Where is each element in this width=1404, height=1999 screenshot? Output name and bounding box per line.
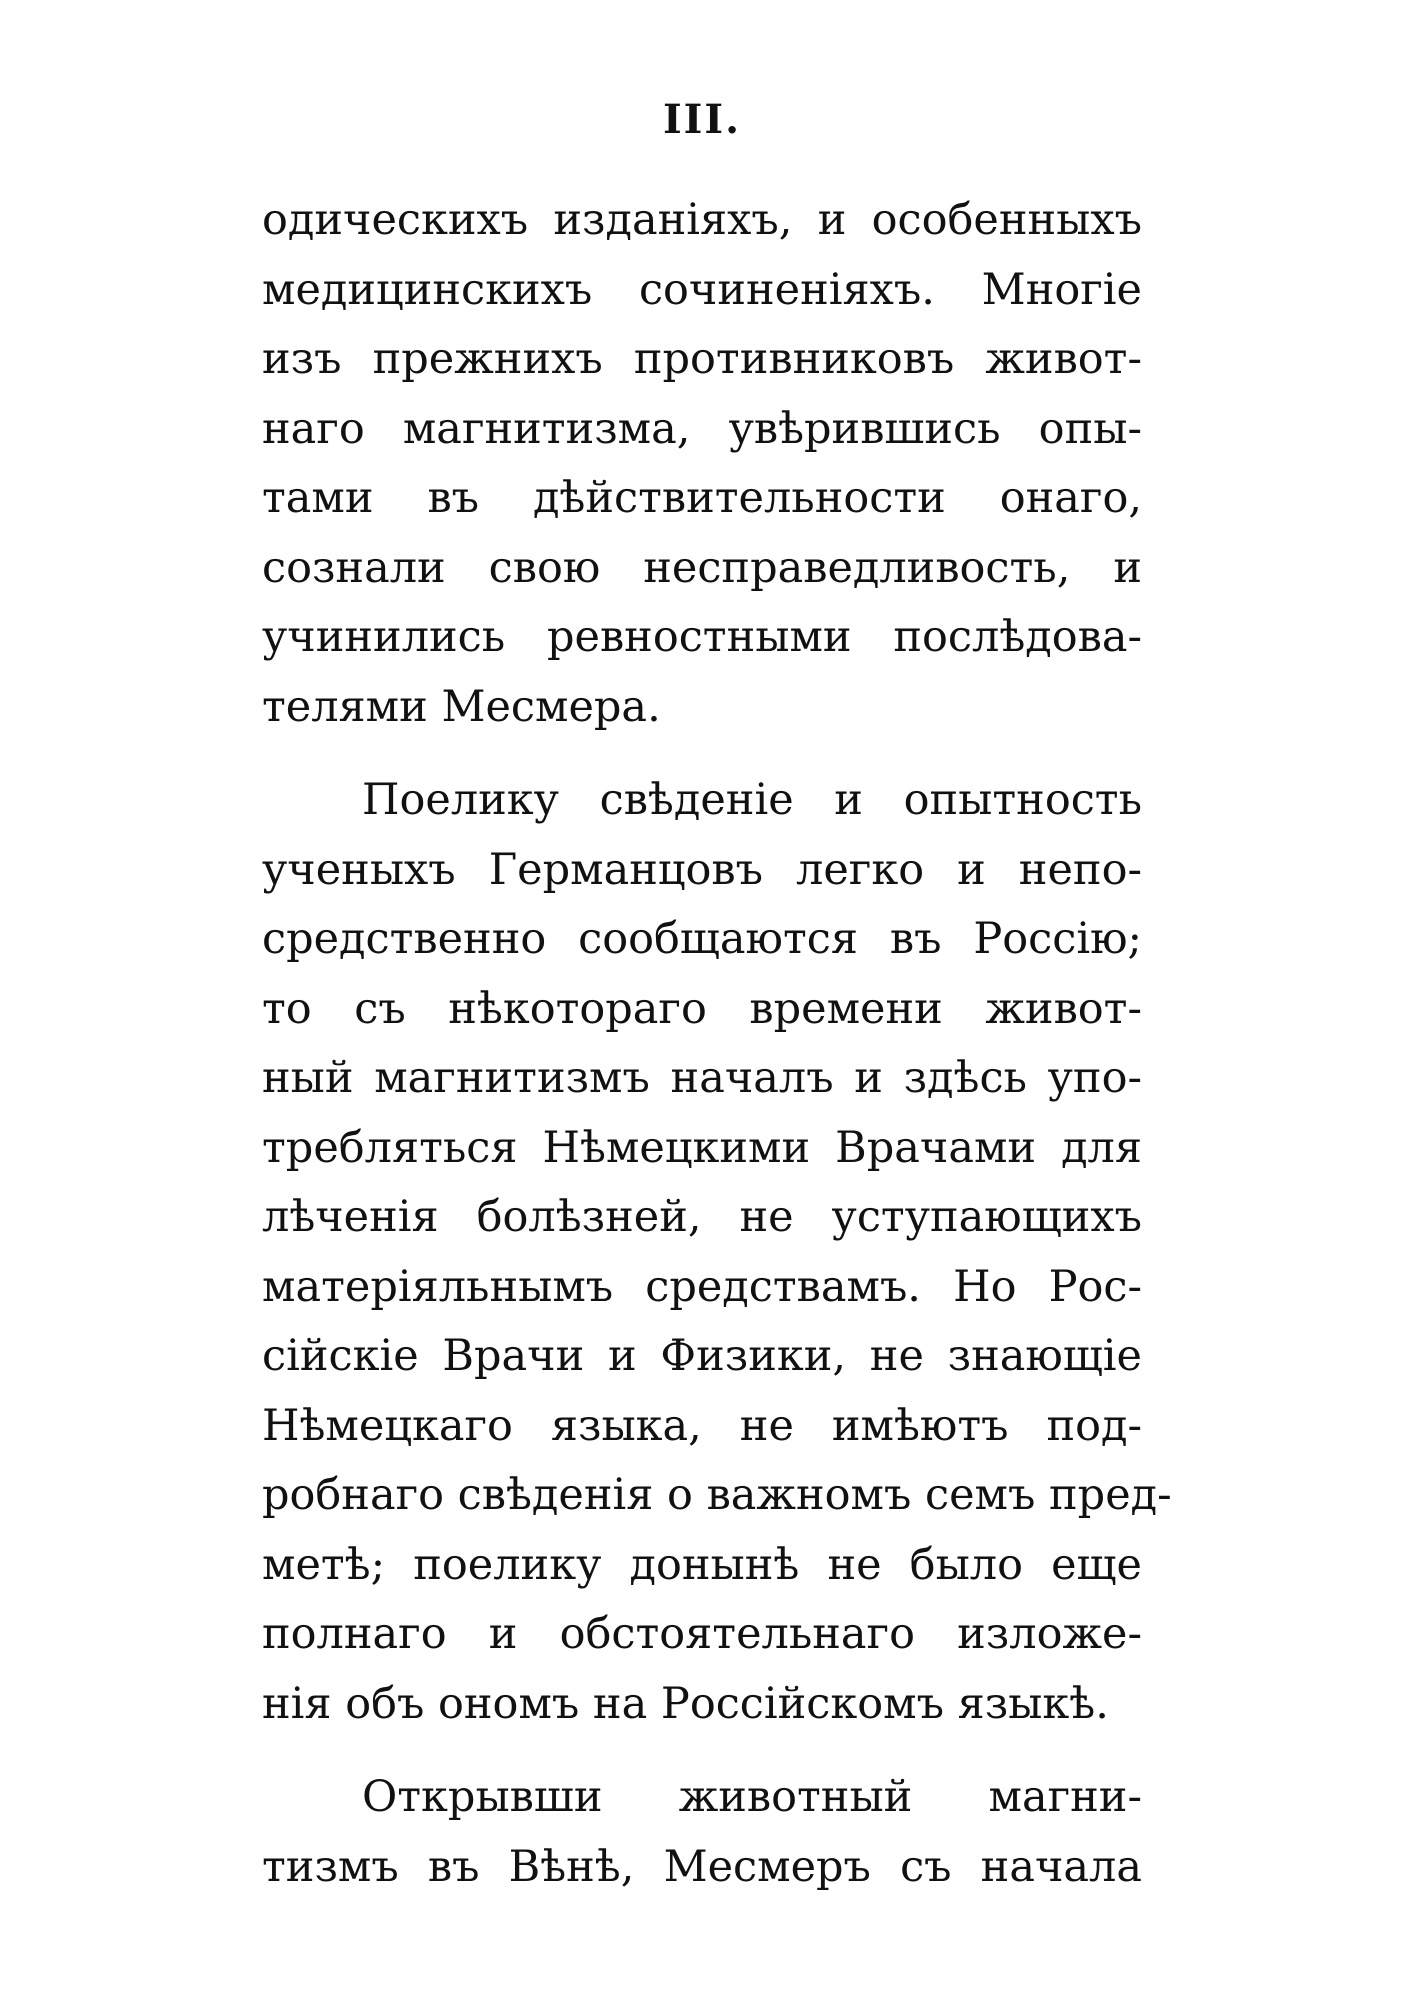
text-line: Открывши животный магни- [362, 1772, 1142, 1822]
text-line: робнаго свѣденія о важномъ семъ пред- [262, 1470, 1172, 1520]
paragraph-gap [262, 742, 1142, 766]
text-line: Поелику свѣденіе и опытность [362, 775, 1142, 825]
text-line: одическихъ изданіяхъ, и особенныхъ [262, 195, 1142, 245]
text-line: ученыхъ Германцовъ легко и непо- [262, 844, 1142, 895]
paragraph-2 [262, 766, 1172, 1739]
text-line: метѣ; поелику донынѣ не было еще [262, 1539, 1142, 1590]
text-line: изъ прежнихъ противниковъ живот- [262, 334, 1142, 384]
text-line: сознали свою несправедливость, и [262, 542, 1142, 593]
text-line: лѣченія болѣзней, не уступающихъ [262, 1192, 1142, 1242]
paragraph-3 [262, 1763, 1142, 1902]
body-text [262, 186, 1172, 1902]
text-line: сійскіе Врачи и Физики, не знающіе [262, 1331, 1142, 1381]
text-line: тизмъ въ Вѣнѣ, Месмеръ съ начала [262, 1841, 1142, 1892]
text-line: наго магнитизма, увѣрившись опы- [262, 403, 1142, 454]
paragraph-1 [262, 186, 1142, 742]
text-line: телями Месмера. [262, 681, 661, 732]
text-line: учинились ревностными послѣдова- [262, 612, 1142, 662]
text-line: то съ нѣкотораго времени живот- [262, 983, 1142, 1034]
text-line: медицинскихъ сочиненіяхъ. Многіе [262, 264, 1142, 315]
text-line: матеріяльнымъ средствамъ. Но Рос- [262, 1261, 1142, 1312]
text-line: ный магнитизмъ началъ и здѣсь упо- [262, 1053, 1142, 1103]
text-line: средственно сообщаются въ Россію; [262, 914, 1142, 964]
page-number: III. [662, 96, 742, 143]
text-line: Нѣмецкаго языка, не имѣютъ под- [262, 1400, 1142, 1451]
text-line: требляться Нѣмецкими Врачами для [262, 1122, 1142, 1173]
text-line: полнаго и обстоятельнаго изложе- [262, 1609, 1142, 1659]
text-line: тами въ дѣйствительности онаго, [262, 473, 1142, 523]
text-line: нія объ ономъ на Россійскомъ языкѣ. [262, 1678, 1109, 1729]
paragraph-gap [262, 1739, 1142, 1763]
